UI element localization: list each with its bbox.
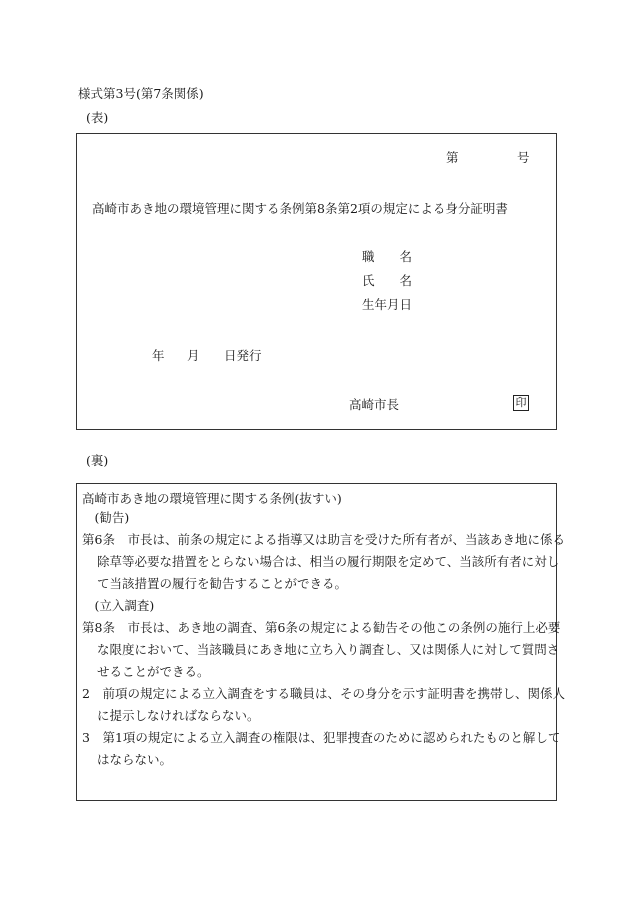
issuer: 高崎市長 (349, 397, 400, 412)
seal-char: 印 (513, 395, 529, 411)
number-prefix: 第 (446, 150, 459, 165)
issue-day: 日発行 (224, 348, 262, 363)
issue-year: 年 (152, 348, 165, 363)
section-caption: (立入調査) (94, 598, 155, 613)
number-suffix: 号 (517, 150, 530, 165)
seal-icon (513, 394, 529, 411)
article-8-para-2: 2 前項の規定による立入調査をする職員は、その身分を示す証明書を携帯し、関係人に提示しなければならない。 (82, 686, 565, 723)
back-side-label: (裏) (86, 453, 109, 468)
article-6-text: 第6条 市長は、前条の規定による指導又は助言を受けた所有者が、当該あき地に係る除草等必要な措置をとらない場合は、相当の履行期限を定めて、当該所有者に対して当該措置の履行を勧告することができる。 (82, 532, 565, 591)
article-8-para-3: 3 第1項の規定による立入調査の権限は、犯罪捜査のために認められたものと解してはならない。 (82, 730, 561, 767)
front-side-label: (表) (86, 110, 109, 125)
field-name: 氏 名 (362, 273, 413, 288)
field-job-title: 職 名 (362, 249, 413, 264)
article-8-text: 第8条 市長は、あき地の調査、第6条の規定による勧告その他この条例の施行上必要な限度において、当該職員にあき地に立ち入り調査し、又は関係人に対して質問させることができる。 (82, 620, 561, 679)
form-label: 様式第3号(第7条関係) (78, 86, 204, 101)
section-caption: (勧告) (94, 510, 130, 525)
excerpt-heading: 高崎市あき地の環境管理に関する条例(抜すい) (82, 491, 342, 506)
front-certificate-box (76, 133, 557, 430)
field-birthdate: 生年月日 (362, 297, 413, 312)
certificate-title: 高崎市あき地の環境管理に関する条例第8条第2項の規定による身分証明書 (92, 201, 508, 216)
issue-month: 月 (187, 348, 200, 363)
